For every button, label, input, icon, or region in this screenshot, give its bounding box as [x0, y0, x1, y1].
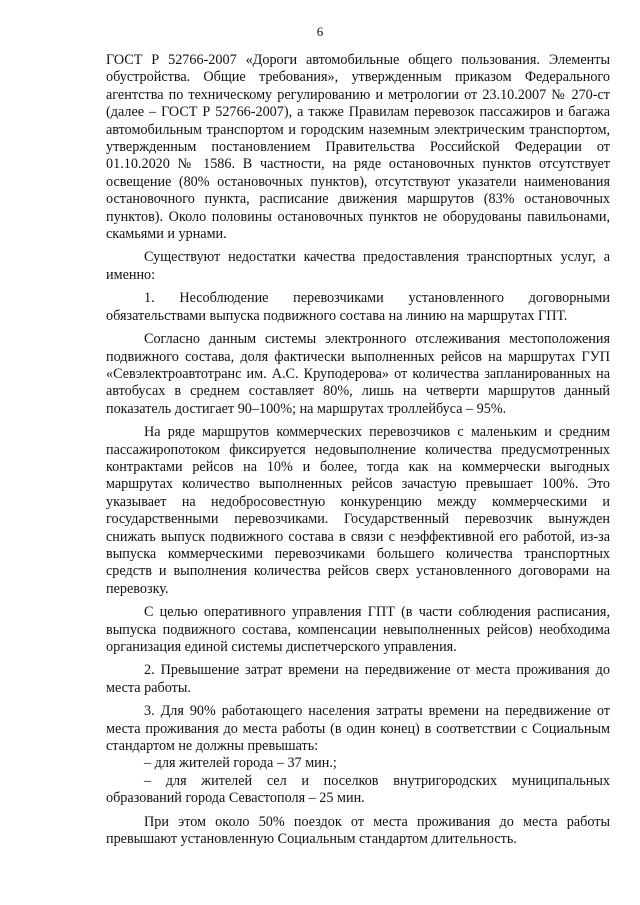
paragraph-gost-continuation: ГОСТ Р 52766-2007 «Дороги автомобильные общего пользования. Элементы обустройства. Общие требования», утвержденным приказом Федерального агентства по техническому регулированию и метрологии от 23.10.2007 № 270-ст (далее – ГОСТ Р 52766-2007), а также Правилам перевозок пассажиров и багажа автомобильным транспортом и городским наземным электрическим транспортом, утвержденным постановлением Правительства Российской Федерации от 01.10.2020 № 1586. В частности, на ряде остановочных пунктов отсутствует освещение (80% остановочных пунктов), отсутствуют указатели наименования остановочного пункта, расписание движения маршрутов (83% остановочных пунктов). Около половины остановочных пунктов не оборудованы павильонами, скамьями и урнами. [106, 52, 610, 243]
paragraph-commercial-carriers: На ряде маршрутов коммерческих перевозчиков с маленьким и средним пассажиропотоком фиксируется недовыполнение количества предусмотренных контрактами рейсов на 10% и более, тогда как на коммерчески выгодных маршрутах количество выполненных рейсов зачастую превышает 100%. Это указывает на недобросовестную конкуренцию между коммерческими и государственными перевозчиками. Государственный перевозчик вынужден снижать выпуск подвижного состава в связи с неэффективной его работой, из-за выпуска коммерческими перевозчиками большего количества транспортных средств и выполнения количества рейсов сверх установленного договорами на перевозку. [106, 424, 610, 597]
paragraph-item-3: 3. Для 90% работающего населения затраты времени на передвижение от места проживания до места работы (в один конец) в соответствии с Социальным стандартом не должны превышать: [106, 703, 610, 755]
paragraph-item-2: 2. Превышение затрат времени на передвижение от места проживания до места работы. [106, 662, 610, 696]
list-item-village-residents: – для жителей сел и поселков внутригородских муниципальных образований города Севастополя – 25 мин. [106, 772, 610, 807]
paragraph-item-1: 1. Несоблюдение перевозчиками установленного договорными обязательствами выпуска подвижного состава на линию на маршрутах ГПТ. [106, 290, 610, 324]
paragraph-shortcomings-intro: Существуют недостатки качества предоставления транспортных услуг, а именно: [106, 249, 610, 283]
paragraph-tracking-data: Согласно данным системы электронного отслеживания местоположения подвижного состава, доля фактически выполненных рейсов на маршрутах ГУП «Севэлектроавтотранс им. А.С. Круподерова» от количества запланированных на автобусах в среднем составляет 80%, лишь на четверти маршрутов данный показатель достигает 90–100%; на маршрутах троллейбуса – 95%. [106, 331, 610, 417]
page-number: 6 [316, 24, 324, 39]
paragraph-dispatch-system: С целью оперативного управления ГПТ (в части соблюдения расписания, выпуска подвижного состава, компенсации невыполненных рейсов) необходима организация единой системы диспетчерского управления. [106, 604, 610, 655]
list-item-city-residents: – для жителей города – 37 мин.; [144, 755, 337, 772]
paragraph-conclusion: При этом около 50% поездок от места проживания до места работы превышают установленную Социальным стандартом длительность. [106, 813, 610, 848]
document-body [106, 52, 610, 854]
